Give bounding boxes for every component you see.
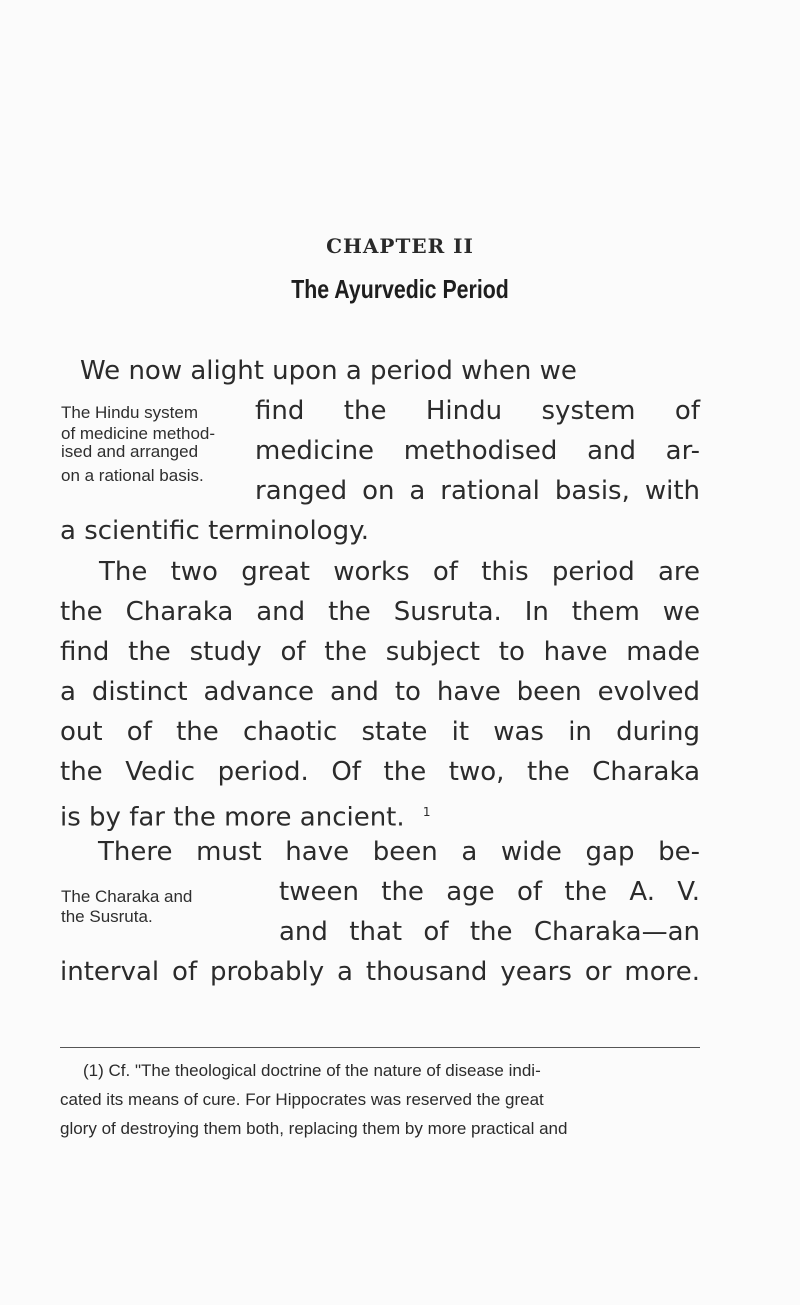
margin-note-line: The Hindu system bbox=[61, 403, 198, 422]
chapter-title: The Ayurvedic Period bbox=[291, 274, 509, 304]
margin-note-line: The Charaka and bbox=[61, 887, 193, 906]
body-line: the Charaka and the Susruta. In them we bbox=[60, 597, 700, 627]
body-line: find the Hindu system of bbox=[255, 396, 700, 426]
body-line: the Vedic period. Of the two, the Charaka bbox=[60, 757, 700, 787]
body-line-with-ref bbox=[60, 796, 431, 834]
body-line: We now alight upon a period when we bbox=[80, 356, 577, 386]
footnote-line: glory of destroying them both, replacing them by more practical and bbox=[60, 1119, 568, 1138]
footnote-line: cated its means of cure. For Hippocrates was reserved the great bbox=[60, 1090, 544, 1109]
body-line: There must have been a wide gap be- bbox=[98, 837, 700, 867]
body-line: ranged on a rational basis, with bbox=[255, 476, 700, 506]
body-line: a distinct advance and to have been evolved bbox=[60, 677, 700, 707]
margin-note-line: of medicine method- bbox=[61, 424, 216, 443]
body-line: The two great works of this period are bbox=[99, 557, 700, 587]
body-line: is by far the more ancient. bbox=[60, 802, 405, 833]
footnote-ref: 1 bbox=[422, 805, 431, 819]
body-line: a scientific terminology. bbox=[60, 516, 370, 546]
body-line: and that of the Charaka—an bbox=[279, 917, 700, 947]
chapter-heading: CHAPTER II bbox=[326, 234, 474, 258]
footnote-line: (1) Cf. "The theological doctrine of the nature of disease indi- bbox=[83, 1061, 541, 1080]
body-line: medicine methodised and ar- bbox=[255, 436, 700, 466]
body-line: out of the chaotic state it was in during bbox=[60, 717, 700, 747]
margin-note-line: on a rational basis. bbox=[61, 466, 204, 485]
footnote-divider bbox=[60, 1047, 700, 1048]
body-line: tween the age of the A. V. bbox=[279, 877, 700, 907]
margin-note-line: ised and arranged bbox=[61, 442, 199, 461]
body-line: interval of probably a thousand years or more. bbox=[60, 957, 700, 987]
body-line: find the study of the subject to have made bbox=[60, 637, 700, 667]
margin-note-line: the Susruta. bbox=[61, 907, 153, 926]
